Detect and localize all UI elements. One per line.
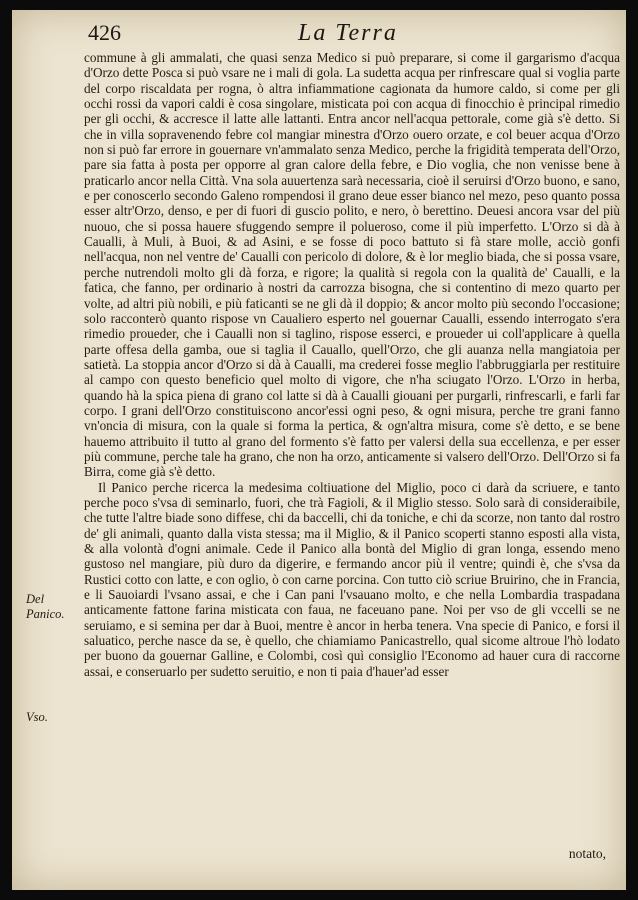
paragraph-panico: Il Panico perche ricerca la medesima coltiuatione del Miglio, poco ci darà da scriuere, e tanto perche poco s'vsa di seminarlo, fuori, che trà Fagioli, & il Miglio stesso. Solo sarà di consideraibile, che tutte l'altre biade sono diffese, chi da baccelli, chi da toniche, e chi da scorze, non tanto dal rostro de' gli animali, quanto dalla vista stessa; ma il Miglio, & il Panico scoperti stanno esposti alla vista, & alla volontà d'ogni animale. Cede il Panico alla bontà del Miglio di gran longa, essendo meno gustoso nel mangiare, più duro da digerire, e fermando ancor più il ventre; quindi è, che s'vsa da Rustici cotto con latte, e con oglio, ò con carne porcina. Con tutto ciò scriue Bruirino, che in Francia, e li Sauoiardi l'vsano assai, e che i Can pani l'vsauano molto, e che nella Lombardia traspadana anticamente fattone farina misticata con faua, ne faceuano pane. Noi per vso de gli vccelli se ne seruiamo, e si semina per dar à Buoi, mentre è ancor in herba tenera. Vna specie di Panico, e forsi il saluatico, perche nasce da se, è quello, che chiamiamo Panicastrello, qual sicome altroue l'hò lodato per buono da gouernar Galline, e Colombi, così quì consiglio l'Economo ad hauer cura di raccorne assai, e conseruarlo per sudetto seruitio, e non ti paia d'hauer'ad esser — [84, 479, 620, 679]
paragraph-orzo: commune à gli ammalati, che quasi senza Medico si può preparare, si come il gargarismo d'acqua d'Orzo dette Posca si può vsare ne i mali di gola. La sudetta acqua per rinfrescare qual si voglia parte del corpo riscaldata per rogna, ò altra infiammatione cagionata da humore caldo, si come per gli occhi rossi da vapori caldi è cosa singolare, misticata poi con acqua di finocchio è principal rimedio per gli occhi, & accresce il latte alle lattanti. Entra ancor nell'acqua pettorale, come già s'è detto. Si che in villa sopravenendo febre col mangiar minestra d'Orzo ouero orzate, e col beuer acqua d'Orzo non si può far errore in gouernare vn'ammalato senza Medico, perche la frigidità temperata dell'Orzo, pare sia fatta à posta per opporre al gran calore della febre, e Dio voglia, che non venisse bene à praticarlo ancor nella Città. Vna sola auuertenza sarà necessaria, cioè il seruirsi d'Orzo buono, e sano, e per conoscerlo secondo Galeno rompendosi il grano deue esser bianco nel mezo, peso quanto possa esser altr'Orzo, denso, e per di fuori di guscio polito, e nero, ò berettino. Deuesi ancora vsar del più nuouo, che si possa hauere sfuggendo sempre il polueroso, come il più imperfetto. L'Orzo si dà à Caualli, à Muli, à Buoi, & ad Asini, e se fosse di poco battuto si fà stare molle, acciò gonfi nell'acqua, non nel ventre de' Caualli con pericolo di dolore, & è lor meglio biada, che si possa vsare, perche nutrendoli molto gli dà forza, e rigore; la qualità si regola con la qualità de' Caualli, e la fatica, che fanno, per ordinario à nostri da carrozza bisogna, che si contentino di mezo quarto per volte, ad altri più nobili, e più faticanti se ne gli dà il doppio; & ancor molto più secondo l'occasione; solo racconterò quanto rispose vn Caualiero esperto nel gouernar Caualli, essendo interrogato s'era rimedio proueder, che i Caualli non si taglino, rispose esserci, e proueder ui coll'applicare à quella parte offesa della gamba, oue si taglia il Cauallo, quell'Orzo, che gli auanza nella mangiatoia per satietà. La stoppia ancor d'Orzo si dà à Caualli, ma crederei fosse meglio l'abbruggiarla per restituire al campo con questo beneficio quel molto di vigore, che n'ha sciugato l'Orzo. L'Orzo in herba, quando hà la spica piena di grano col latte si dà à Caualli giouani per purgarli, rinfrescarli, e farli far corpo. I grani dell'Orzo constituiscono ancor'essi ogni peso, & ogni misura, perche tre grani fanno vn'oncia di misura, con la quale si forma la pertica, & ogn'altra misura, come s'è detto, e se bene hauemo attribuito il tutto al grano del formento s'è fatto per valersi della sua eccellenza, e per esser più commune, perche tale ha grano, che non ha orzo, anticamente si valsero dell'Orzo. Dell'Orzo si fa Birra, come già s'è detto. — [84, 50, 620, 480]
running-title: La Terra — [298, 20, 398, 46]
margin-note-panico: Del Panico. — [26, 592, 65, 621]
body-text — [84, 50, 620, 679]
catchword: notato, — [568, 846, 606, 861]
page-header — [88, 20, 596, 50]
margin-note-uso: Vso. — [26, 710, 48, 724]
page-number: 426 — [88, 20, 121, 45]
book-page — [12, 10, 626, 890]
